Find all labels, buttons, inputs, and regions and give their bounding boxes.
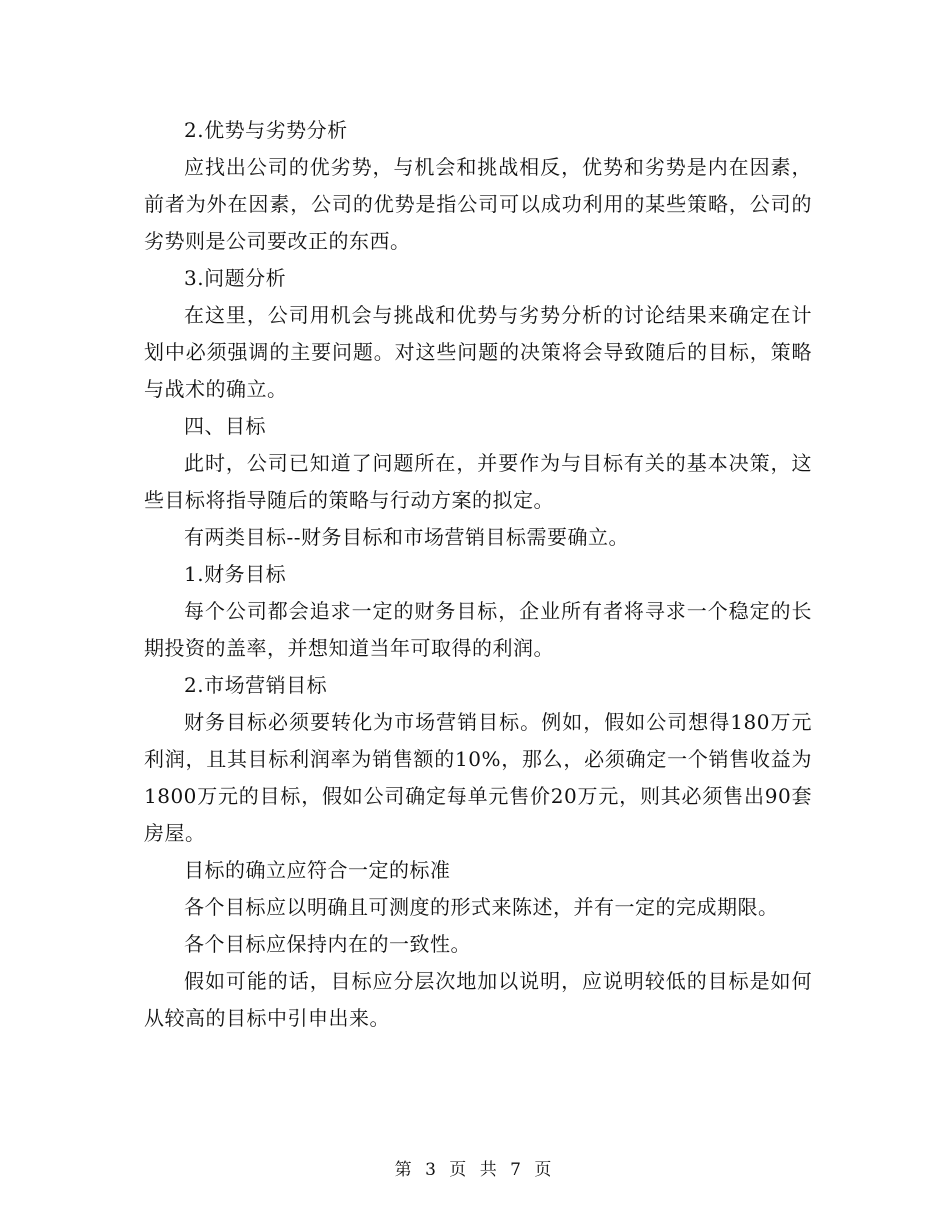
- paragraph-strengths-weaknesses: 应找出公司的优劣势，与机会和挑战相反，优势和劣势是内在因素，前者为外在因素，公司的优势是指公司可以成功利用的某些策略，公司的劣势则是公司要改正的东西。: [144, 155, 812, 253]
- page-number-footer: 第 3 页 共 7 页: [394, 1160, 556, 1180]
- paragraph-objective-criteria: 目标的确立应符合一定的标准: [184, 858, 451, 882]
- paragraph-criteria-consistent: 各个目标应保持内在的一致性。: [184, 932, 471, 956]
- section-heading-financial-objectives: 1.财务目标: [184, 562, 287, 586]
- section-heading-problem-analysis: 3.问题分析: [184, 266, 287, 290]
- document-body: [144, 112, 812, 1037]
- section-heading-strengths-weaknesses: 2.优势与劣势分析: [184, 118, 348, 142]
- paragraph-marketing-objectives: 财务目标必须要转化为市场营销目标。例如，假如公司想得180万元利润，且其目标利润率为销售额的10%，那么，必须确定一个销售收益为1800万元的目标，假如公司确定每单元售价20万元，则其必须售出90套房屋。: [144, 710, 812, 845]
- paragraph-criteria-hierarchical: 假如可能的话，目标应分层次地加以说明，应说明较低的目标是如何从较高的目标中引申出来。: [144, 969, 812, 1030]
- paragraph-objectives-intro: 此时，公司已知道了问题所在，并要作为与目标有关的基本决策，这些目标将指导随后的策略与行动方案的拟定。: [144, 451, 812, 512]
- paragraph-criteria-measurable: 各个目标应以明确且可测度的形式来陈述，并有一定的完成期限。: [184, 895, 779, 919]
- paragraph-objective-types: 有两类目标--财务目标和市场营销目标需要确立。: [184, 525, 630, 549]
- paragraph-financial-objectives: 每个公司都会追求一定的财务目标，企业所有者将寻求一个稳定的长期投资的盖率，并想知道当年可取得的利润。: [144, 599, 812, 660]
- section-heading-objectives: 四、目标: [184, 414, 266, 438]
- paragraph-problem-analysis: 在这里，公司用机会与挑战和优势与劣势分析的讨论结果来确定在计划中必须强调的主要问题。对这些问题的决策将会导致随后的目标，策略与战术的确立。: [144, 303, 812, 401]
- section-heading-marketing-objectives: 2.市场营销目标: [184, 673, 328, 697]
